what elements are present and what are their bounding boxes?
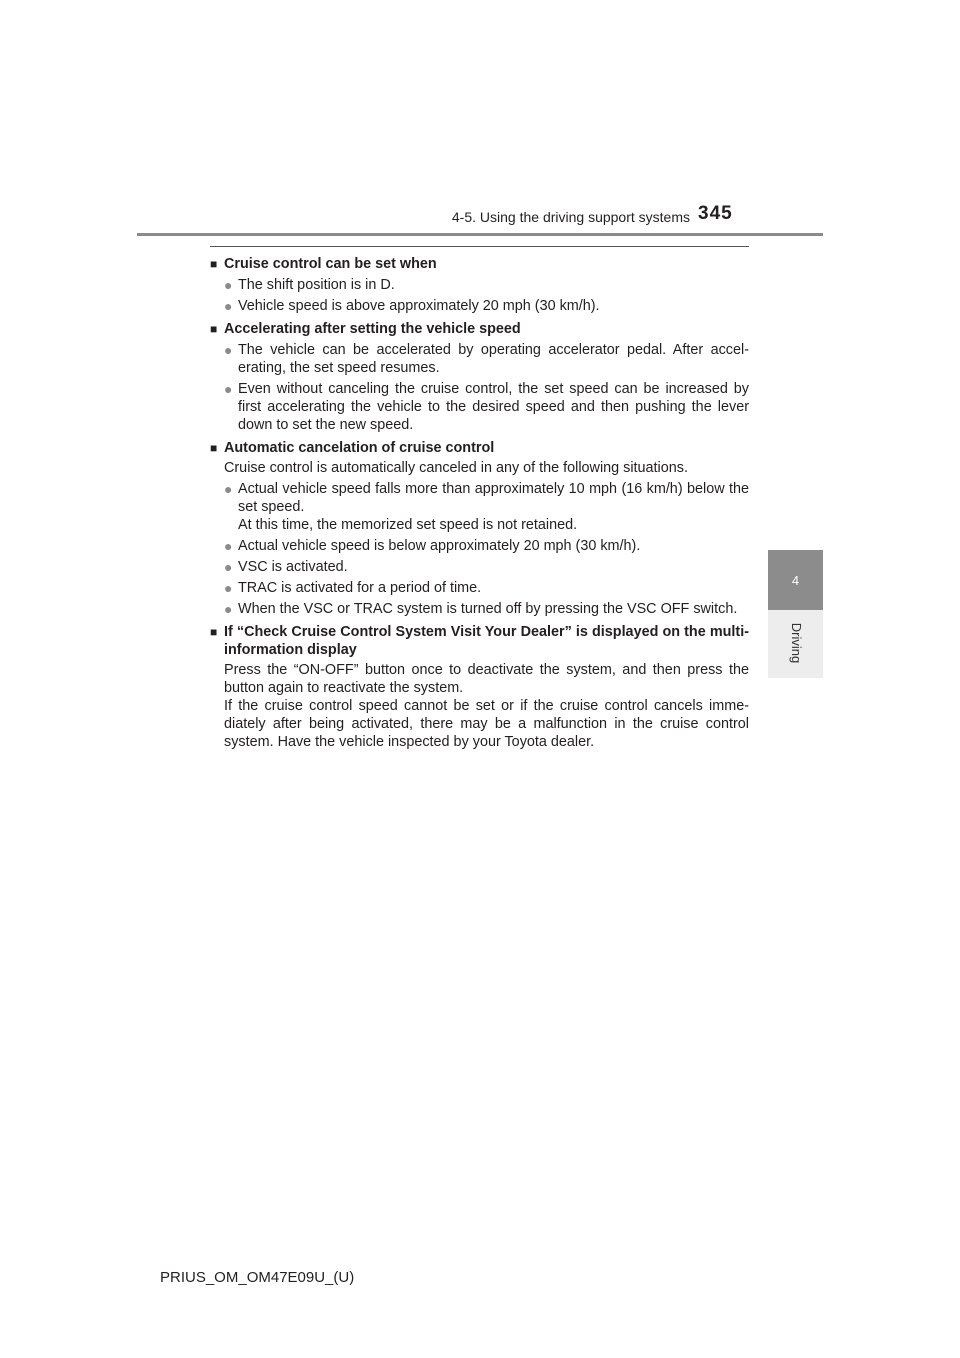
square-bullet-icon: ■ bbox=[210, 625, 218, 639]
section-cruise-set-conditions bbox=[210, 255, 749, 315]
section-heading: ■ Cruise control can be set when bbox=[210, 256, 437, 272]
circle-bullet-icon: ● bbox=[224, 601, 233, 617]
list-item: ● Even without canceling the cruise control, the set speed can be increased by first accelerating the vehicle to the desired speed and then pushing the lever down to set the new speed. bbox=[224, 381, 749, 433]
section-paragraph: Press the “ON-OFF” button once to deactivate the system, and then press the button again to reactivate the system. bbox=[224, 662, 749, 696]
square-bullet-icon: ■ bbox=[210, 257, 218, 271]
chapter-tab-number: 4 bbox=[791, 573, 800, 588]
square-bullet-icon: ■ bbox=[210, 441, 218, 455]
list-item: ● The shift position is in D. bbox=[224, 277, 395, 293]
section-check-message bbox=[210, 623, 749, 751]
circle-bullet-icon: ● bbox=[224, 559, 233, 575]
list-item: ● TRAC is activated for a period of time. bbox=[224, 580, 482, 596]
section-heading: ■ If “Check Cruise Control System Visit Your Dealer” is displayed on the multi-information display bbox=[210, 624, 749, 658]
list-item: ● When the VSC or TRAC system is turned off by pressing the VSC OFF switch. bbox=[224, 601, 738, 617]
header-rule bbox=[137, 233, 823, 236]
list-item: ● VSC is activated. bbox=[224, 559, 348, 575]
section-accelerating bbox=[210, 320, 749, 434]
page-number: 345 bbox=[698, 203, 733, 224]
circle-bullet-icon: ● bbox=[224, 538, 233, 554]
chapter-tab-label: Driving bbox=[789, 622, 804, 664]
section-heading: ■ Accelerating after setting the vehicle speed bbox=[210, 321, 521, 337]
section-automatic-cancelation bbox=[210, 439, 749, 618]
section-heading: ■ Automatic cancelation of cruise control bbox=[210, 440, 495, 456]
circle-bullet-icon: ● bbox=[224, 298, 233, 314]
square-bullet-icon: ■ bbox=[210, 322, 218, 336]
circle-bullet-icon: ● bbox=[224, 580, 233, 596]
list-item: ● The vehicle can be accelerated by operating accelerator pedal. After accel-erating, the set speed resumes. bbox=[224, 342, 749, 376]
circle-bullet-icon: ● bbox=[224, 277, 233, 293]
document-code: PRIUS_OM_OM47E09U_(U) bbox=[160, 1269, 355, 1286]
list-item: ● Actual vehicle speed is below approximately 20 mph (30 km/h). bbox=[224, 538, 641, 554]
page-content bbox=[210, 255, 749, 756]
content-top-rule bbox=[210, 246, 749, 247]
circle-bullet-icon: ● bbox=[224, 381, 233, 397]
section-intro: Cruise control is automatically canceled in any of the following situations. bbox=[224, 460, 688, 476]
header-section-title: 4-5. Using the driving support systems bbox=[451, 209, 690, 225]
circle-bullet-icon: ● bbox=[224, 481, 233, 497]
chapter-tab[interactable] bbox=[768, 550, 823, 610]
section-paragraph: If the cruise control speed cannot be set or if the cruise control cancels imme-diately after being activated, there may be a malfunction in the cruise control system. Have the vehicle inspected by your Toyota dealer. bbox=[224, 698, 749, 750]
circle-bullet-icon: ● bbox=[224, 342, 233, 358]
list-item: ● Actual vehicle speed falls more than approximately 10 mph (16 km/h) below the set speed. At this time, the memorized set speed is not retained. bbox=[224, 481, 749, 533]
list-item: ● Vehicle speed is above approximately 20 mph (30 km/h). bbox=[224, 298, 600, 314]
